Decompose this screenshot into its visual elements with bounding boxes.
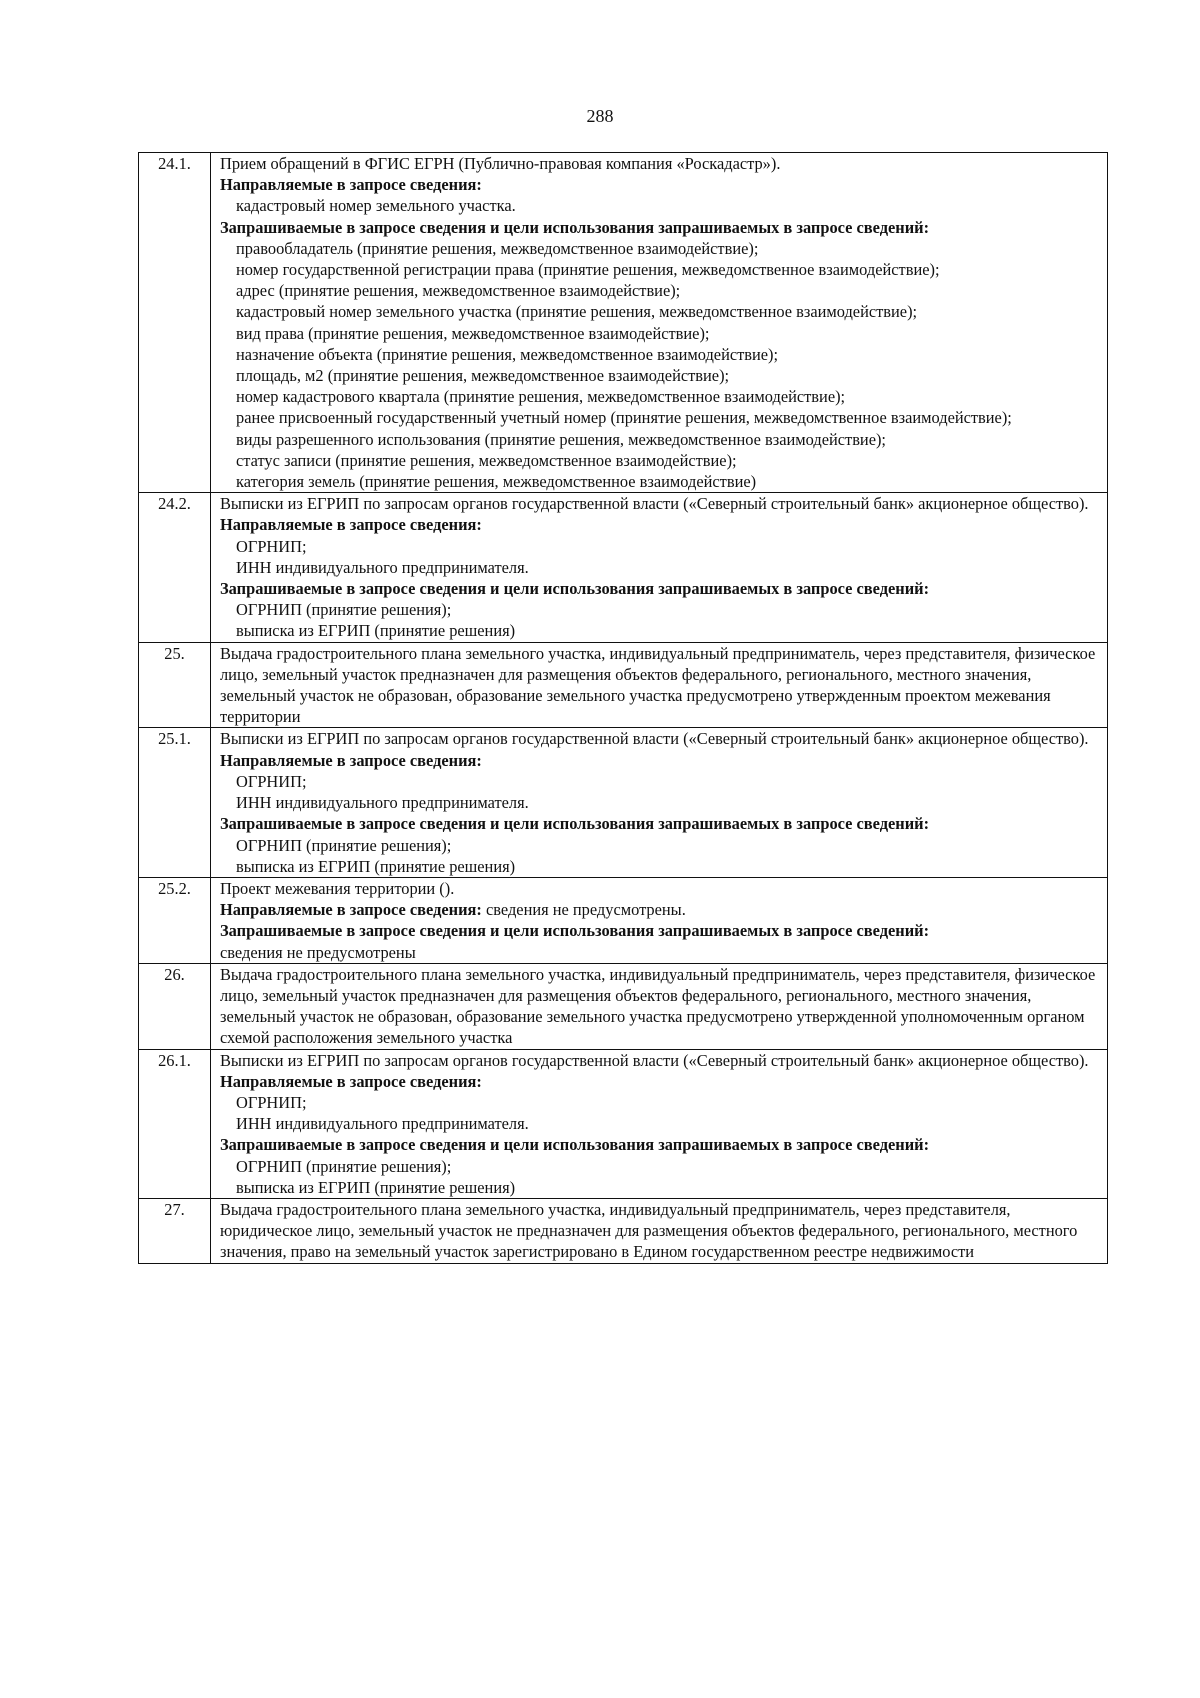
row-content: [211, 642, 1108, 728]
list-item: вид права (принятие решения, межведомственное взаимодействие);: [236, 323, 710, 343]
section-label: [220, 578, 1099, 599]
list-item: ОГРНИП;: [236, 536, 307, 556]
row-content: [211, 493, 1108, 642]
list-item: кадастровый номер земельного участка (принятие решения, межведомственное взаимодействие);: [236, 302, 918, 322]
row-content: [211, 1198, 1108, 1263]
list-item: ИНН индивидуального предпринимателя.: [236, 793, 529, 813]
section-label: [220, 174, 1099, 195]
table-row: [139, 728, 1108, 877]
row-content: [211, 1049, 1108, 1198]
list-item: выписка из ЕГРИП (принятие решения): [236, 1177, 516, 1197]
row-content: [211, 728, 1108, 877]
list-item: номер кадастрового квартала (принятие решения, межведомственное взаимодействие);: [236, 387, 846, 407]
section-label: [220, 920, 1099, 941]
section-label-text: Направляемые в запросе сведения:: [220, 1071, 482, 1091]
paragraph: Выдача градостроительного плана земельного участка, индивидуальный предприниматель, через представителя, физическое лицо, земельный участок предназначен для размещения объектов федерального, регионального, местного значения, земельный участок не образован, образование земельного участка предусмотрено утвержденным проектом межевания территории: [220, 643, 1096, 727]
paragraph: Выдача градостроительного плана земельного участка, индивидуальный предприниматель, через представителя, юридическое лицо, земельный участок не предназначен для размещения объектов федерального, регионального, местного значения, право на земельный участок зарегистрировано в Едином государственном реестре недвижимости: [220, 1199, 1078, 1262]
list-item: ОГРНИП (принятие решения);: [236, 600, 452, 620]
list-item: кадастровый номер земельного участка.: [236, 196, 516, 216]
row-number: 27.: [139, 1198, 211, 1263]
list-item: ОГРНИП (принятие решения);: [236, 1156, 452, 1176]
table-row: [139, 1198, 1108, 1263]
paragraph: Выдача градостроительного плана земельного участка, индивидуальный предприниматель, через представителя, физическое лицо, земельный участок предназначен для размещения объектов федерального, регионального, местного значения, земельный участок не образован, образование земельного участка предусмотрено утвержденной уполномоченным органом схемой расположения земельного участка: [220, 964, 1096, 1048]
row-number: 26.1.: [139, 1049, 211, 1198]
list-item: выписка из ЕГРИП (принятие решения): [236, 621, 516, 641]
row-number: 24.2.: [139, 493, 211, 642]
list-item: категория земель (принятие решения, межведомственное взаимодействие): [236, 472, 757, 492]
section-label-text: Направляемые в запросе сведения:: [220, 900, 482, 920]
requests-table: [138, 152, 1108, 1264]
section-label-text: Направляемые в запросе сведения:: [220, 515, 482, 535]
table-body: [139, 153, 1108, 1264]
list-item: назначение объекта (принятие решения, межведомственное взаимодействие);: [236, 344, 779, 364]
section-label-value: сведения не предусмотрены.: [481, 900, 686, 920]
section-label-text: Направляемые в запросе сведения:: [220, 175, 482, 195]
section-label-text: Запрашиваемые в запросе сведения и цели использования запрашиваемых в запросе сведений:: [220, 921, 930, 941]
list-item: ИНН индивидуального предпринимателя.: [236, 1114, 529, 1134]
list-item: выписка из ЕГРИП (принятие решения): [236, 856, 516, 876]
section-label: [220, 1134, 1099, 1155]
page-number: 288: [586, 106, 614, 126]
table-row: [139, 642, 1108, 728]
section-label-text: Запрашиваемые в запросе сведения и цели использования запрашиваемых в запросе сведений:: [220, 579, 930, 599]
table-row: [139, 963, 1108, 1049]
row-content: [211, 877, 1108, 963]
list-item: ОГРНИП;: [236, 771, 307, 791]
section-label-text: Запрашиваемые в запросе сведения и цели использования запрашиваемых в запросе сведений:: [220, 814, 930, 834]
table-row: [139, 493, 1108, 642]
row-content: [211, 153, 1108, 493]
row-number: 25.1.: [139, 728, 211, 877]
list-item: площадь, м2 (принятие решения, межведомственное взаимодействие);: [236, 366, 730, 386]
section-label: [220, 1071, 1099, 1092]
paragraph: Выписки из ЕГРИП по запросам органов государственной власти («Северный строительный банк» акционерное общество).: [220, 494, 1089, 514]
list-item: правообладатель (принятие решения, межведомственное взаимодействие);: [236, 238, 759, 258]
list-item: виды разрешенного использования (принятие решения, межведомственное взаимодействие);: [236, 429, 886, 449]
row-number: 24.1.: [139, 153, 211, 493]
table-row: [139, 877, 1108, 963]
list-item: ранее присвоенный государственный учетный номер (принятие решения, межведомственное взаимодействие);: [236, 408, 1012, 428]
section-label: [220, 750, 1099, 771]
table-row: [139, 1049, 1108, 1198]
paragraph: Выписки из ЕГРИП по запросам органов государственной власти («Северный строительный банк» акционерное общество).: [220, 1050, 1089, 1070]
row-number: 25.: [139, 642, 211, 728]
section-label: [220, 899, 1099, 920]
row-content: [211, 963, 1108, 1049]
paragraph: Проект межевания территории ().: [220, 878, 455, 898]
section-label: [220, 813, 1099, 834]
list-item: номер государственной регистрации права (принятие решения, межведомственное взаимодействие);: [236, 260, 940, 280]
list-item: адрес (принятие решения, межведомственное взаимодействие);: [236, 281, 681, 301]
list-item: ОГРНИП;: [236, 1092, 307, 1112]
paragraph: Выписки из ЕГРИП по запросам органов государственной власти («Северный строительный банк» акционерное общество).: [220, 729, 1089, 749]
section-label: [220, 217, 1099, 238]
section-label: [220, 514, 1099, 535]
list-item: статус записи (принятие решения, межведомственное взаимодействие);: [236, 450, 737, 470]
paragraph: Прием обращений в ФГИС ЕГРН (Публично-правовая компания «Роскадастр»).: [220, 154, 781, 173]
paragraph: сведения не предусмотрены: [220, 942, 416, 962]
list-item: ОГРНИП (принятие решения);: [236, 835, 452, 855]
section-label-text: Направляемые в запросе сведения:: [220, 750, 482, 770]
table-row: [139, 153, 1108, 493]
section-label-text: Запрашиваемые в запросе сведения и цели использования запрашиваемых в запросе сведений:: [220, 217, 930, 237]
row-number: 26.: [139, 963, 211, 1049]
row-number: 25.2.: [139, 877, 211, 963]
section-label-text: Запрашиваемые в запросе сведения и цели использования запрашиваемых в запросе сведений:: [220, 1135, 930, 1155]
list-item: ИНН индивидуального предпринимателя.: [236, 557, 529, 577]
